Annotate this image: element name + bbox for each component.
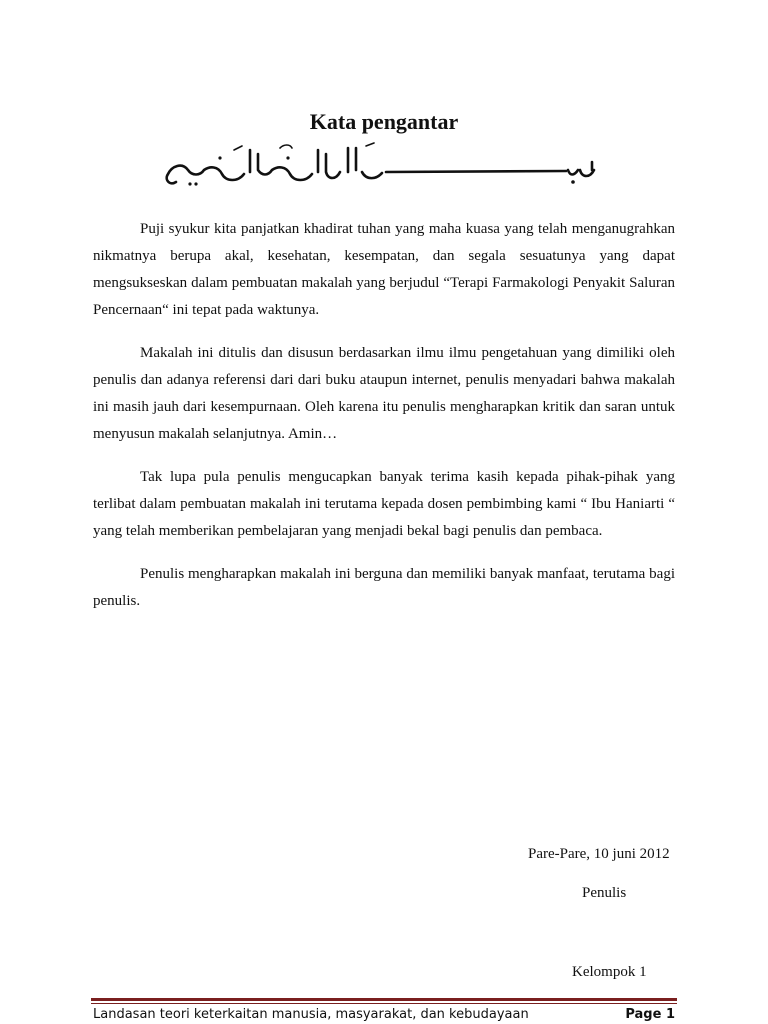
paragraph-gratitude: Puji syukur kita panjatkan khadirat tuhan yang maha kuasa yang telah menganugrahkan nikmatnya berupa akal, kesehatan, kesempatan, dan segala sesuatunya yang dapat mengsukseskan dalam pembuatan makalah yang berjudul “Terapi Farmakologi Penyakit Saluran Pencernaan“ ini tepat pada waktunya. (93, 221, 675, 318)
paragraph-sources: Makalah ini ditulis dan disusun berdasarkan ilmu ilmu pengetahuan yang dimiliki oleh penulis dan adanya referensi dari dari buku ataupun internet, penulis menyadari bahwa makalah ini masih jauh dari kesempurnaan. Oleh karena itu penulis mengharapkan kritik dan saran untuk menyusun makalah selanjutnya. Amin… (93, 345, 675, 442)
bismillah-calligraphy (160, 140, 600, 192)
paragraph-hope: Penulis mengharapkan makalah ini berguna dan memiliki banyak manfaat, terutama bagi penulis. (93, 566, 675, 609)
footer-title: Landasan teori keterkaitan manusia, masyarakat, dan kebudayaan (93, 1007, 529, 1022)
footer-divider (91, 998, 677, 1001)
page-title: Kata pengantar (309, 108, 459, 134)
page-number: Page 1 (625, 1007, 675, 1022)
signature-group: Kelompok 1 (572, 964, 647, 980)
signature-place-date: Pare-Pare, 10 juni 2012 (528, 846, 670, 862)
foreword-body (93, 216, 675, 631)
signature-role: Penulis (582, 885, 627, 901)
footer-divider-thin (91, 1003, 677, 1004)
paragraph-thanks: Tak lupa pula penulis mengucapkan banyak terima kasih kepada pihak-pihak yang terlibat dalam pembuatan makalah ini terutama kepada dosen pembimbing kami “ Ibu Haniarti “ yang telah memberikan pembelajaran yang menjadi bekal bagi penulis dan pembaca. (93, 469, 675, 539)
